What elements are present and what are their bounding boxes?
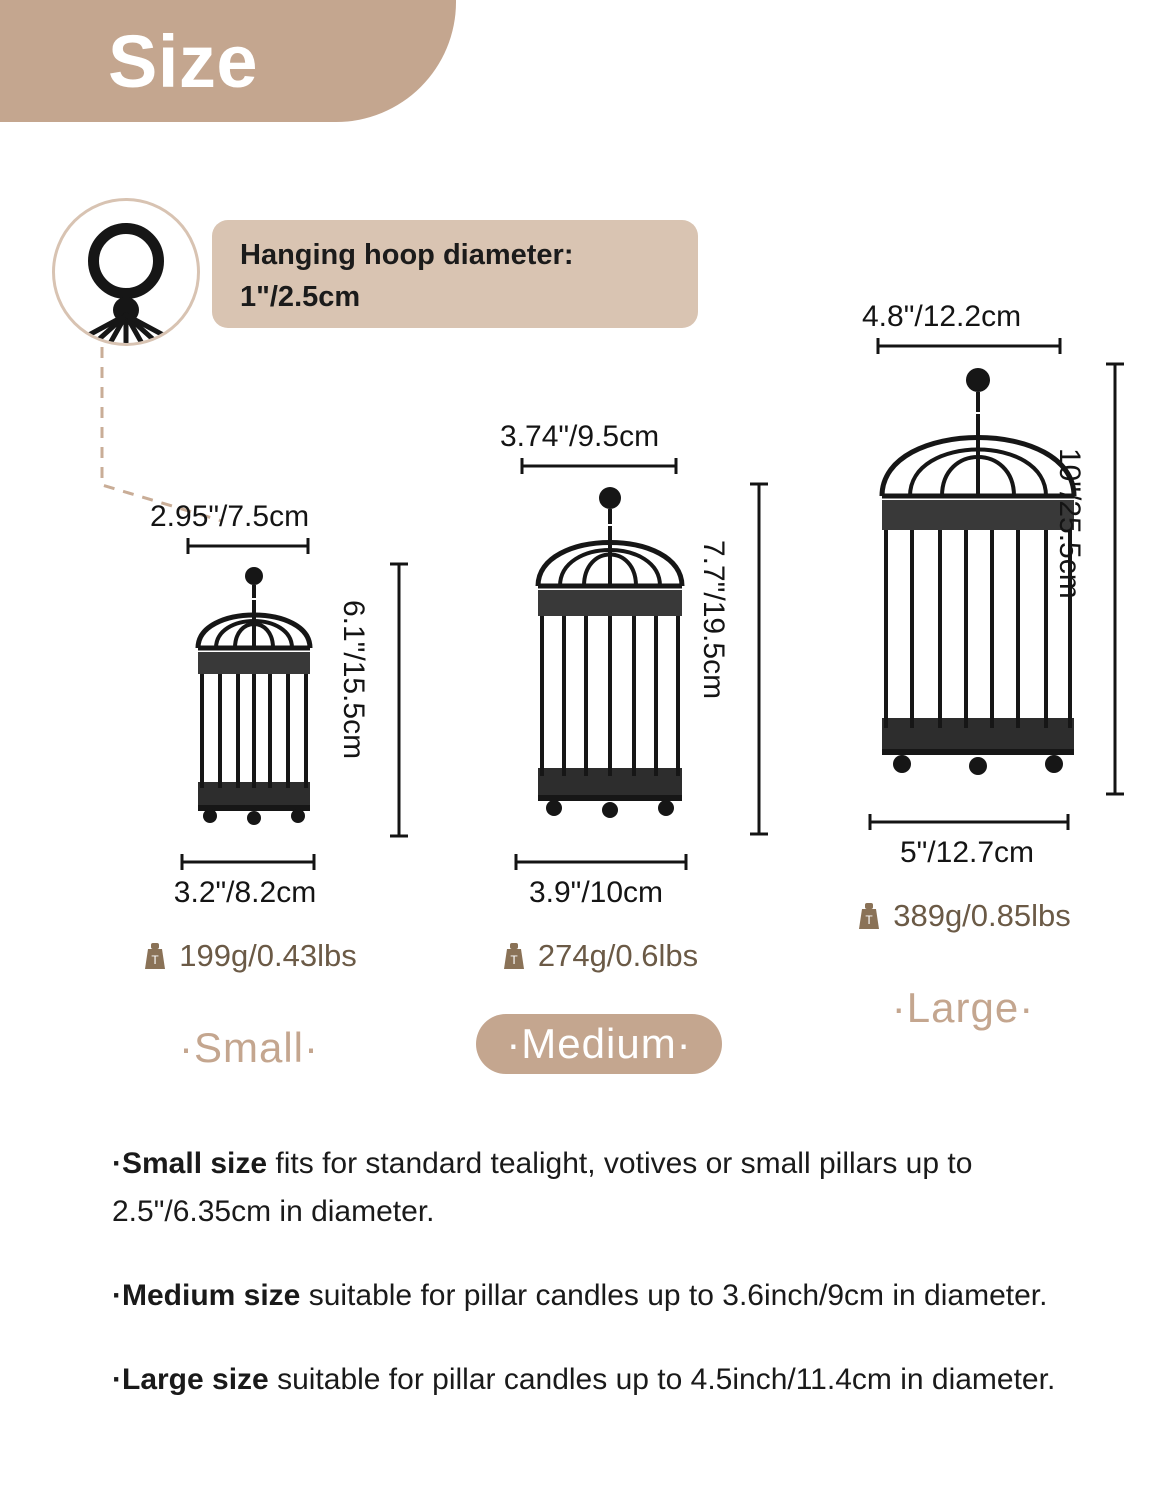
svg-text:T: T — [151, 953, 159, 967]
small-bottom-bracket — [140, 852, 430, 872]
weight-icon — [855, 901, 883, 931]
large-top-dimension: 4.8"/12.2cm — [862, 300, 1022, 333]
large-side-dimension: 10"/25.5cm — [1053, 448, 1086, 599]
small-weight-text: 199g/0.43lbs — [179, 938, 357, 973]
medium-side-dimension: 7.7"/19.5cm — [697, 540, 730, 700]
small-top-bracket — [140, 534, 430, 556]
small-side-dimension: 6.1"/15.5cm — [337, 600, 370, 760]
medium-bottom-bracket — [490, 852, 790, 872]
small-weight-row — [68, 938, 430, 974]
note-large — [112, 1356, 1072, 1404]
hoop-callout-line2: 1"/2.5cm — [240, 281, 361, 313]
notes-list — [112, 1140, 1072, 1440]
note-small — [112, 1140, 1072, 1236]
hanging-hoop-icon — [52, 198, 200, 346]
small-bottom-dimension: 3.2"/8.2cm — [173, 876, 317, 909]
weight-icon — [500, 941, 528, 971]
large-top-bracket — [848, 334, 1148, 356]
weight-icon — [141, 941, 169, 971]
size-label-large[interactable]: ·Large· — [891, 984, 1035, 1031]
medium-top-dimension: 3.74"/9.5cm — [500, 420, 660, 453]
note-large-lead: ·Large size — [112, 1363, 269, 1396]
medium-top-bracket — [490, 454, 790, 476]
svg-text:T: T — [510, 953, 518, 967]
note-medium-lead: ·Medium size — [112, 1279, 301, 1312]
large-weight-row — [778, 898, 1148, 934]
note-medium-rest: suitable for pillar candles up to 3.6inch/9cm in diameter. — [300, 1279, 1048, 1312]
large-bottom-dimension: 5"/12.7cm — [899, 836, 1035, 869]
medium-weight-text: 274g/0.6lbs — [537, 938, 699, 973]
medium-weight-row — [408, 938, 790, 974]
size-label-medium[interactable]: ·Medium· — [476, 1014, 721, 1074]
medium-bottom-dimension: 3.9"/10cm — [528, 876, 664, 909]
hoop-ring-shape — [88, 223, 164, 299]
note-small-lead: ·Small size — [112, 1147, 268, 1180]
large-weight-text: 389g/0.85lbs — [893, 898, 1071, 933]
size-label-small[interactable]: ·Small· — [179, 1024, 319, 1071]
note-large-rest: suitable for pillar candles up to 4.5inch/11.4cm in diameter. — [268, 1363, 1056, 1396]
hoop-callout-label — [212, 220, 698, 328]
note-small-rest: fits for standard tealight, votives or small pillars up to 2.5"/6.35cm in diameter. — [112, 1147, 973, 1228]
small-side-bracket — [386, 560, 410, 840]
hoop-callout-line1: Hanging hoop diameter: — [240, 239, 574, 271]
birdcage-small-illustration — [154, 556, 354, 846]
large-bottom-bracket — [848, 812, 1148, 832]
page-title: Size — [108, 20, 259, 103]
cage-column-small — [140, 500, 430, 1072]
note-medium — [112, 1272, 1072, 1320]
small-top-dimension: 2.95"/7.5cm — [150, 500, 310, 533]
large-side-bracket — [1102, 360, 1126, 798]
svg-text:T: T — [865, 913, 873, 927]
medium-side-bracket — [746, 480, 770, 838]
cage-column-medium — [490, 420, 790, 1074]
cage-column-large — [848, 300, 1148, 1032]
birdcage-medium-illustration — [498, 476, 728, 846]
hoop-fan-shape — [52, 311, 200, 346]
